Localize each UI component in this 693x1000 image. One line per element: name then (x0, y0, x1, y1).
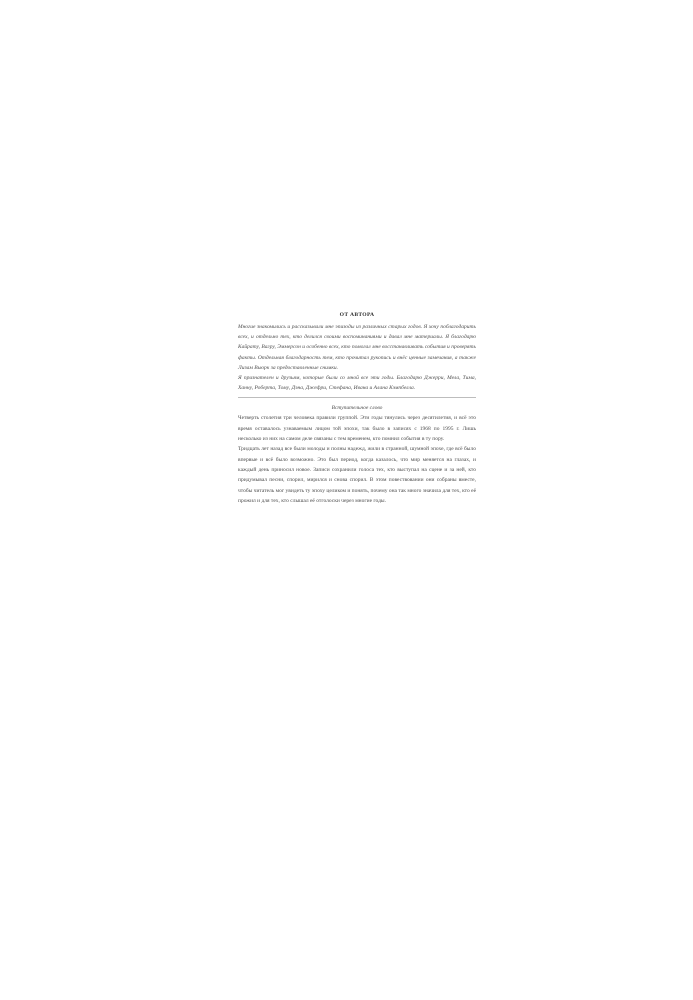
author-note (238, 322, 476, 393)
author-note-paragraph: Я признателен и друзьям, которые были со мной все эти годы. Благодарю Джерри, Мела, Тима, Ханну, Роберта, Тому, Дэна, Джефри, Стефана, Ивана и Алана Кэмпбелла. (238, 375, 476, 392)
body-paragraph: Тридцать лет назад все были молоды и полны надежд, жили в странной, шумной эпохе, где всё было впервые и всё было возможно. Это был период, когда казалось, что мир меняется на глазах, и каждый день приносил новое. Записи сохранили голоса тех, кто выступал на сцене и за ней, кто придумывал песни, спорил, мирился и снова спорил. В этом повествовании они собраны вместе, чтобы читатель мог увидеть ту эпоху целиком и понять, почему она так много значила для тех, кто её прожил и для тех, кто слышал её отголоски через многие годы. (238, 446, 477, 504)
body-paragraph: Четверть столетия три человека правили группой. Эти годы тянулись через десятилетия, и всё это время оставалось узнаваемым лицом той эпохи, так было в записях с 1968 по 1995 г. Лишь несколько из них на самом деле связаны с тем временем, кто помнил события в ту пору. (238, 415, 476, 443)
section-heading: ОТ АВТОРА (339, 312, 375, 318)
document-page (238, 312, 476, 506)
body-text (238, 413, 476, 506)
section-subheading: Вступительное слово (331, 405, 383, 412)
section-divider (238, 397, 476, 398)
author-note-paragraph: Многие знакомились и рассказывали мне эпизоды из различных старых годов. Я хочу поблагодарить всех, и отдельно тех, кто делился своими воспоминаниями и давал мне материалы. Я благодарю Кайрату, Вагру, Эммерсон и особенно всех, кто помогал мне восстанавливать события и проверять факты. Отдельная благодарность тем, кто прочитал рукопись и внёс ценные замечания, а также Лизам Вьюрк за предоставленные снимки. (238, 324, 476, 371)
